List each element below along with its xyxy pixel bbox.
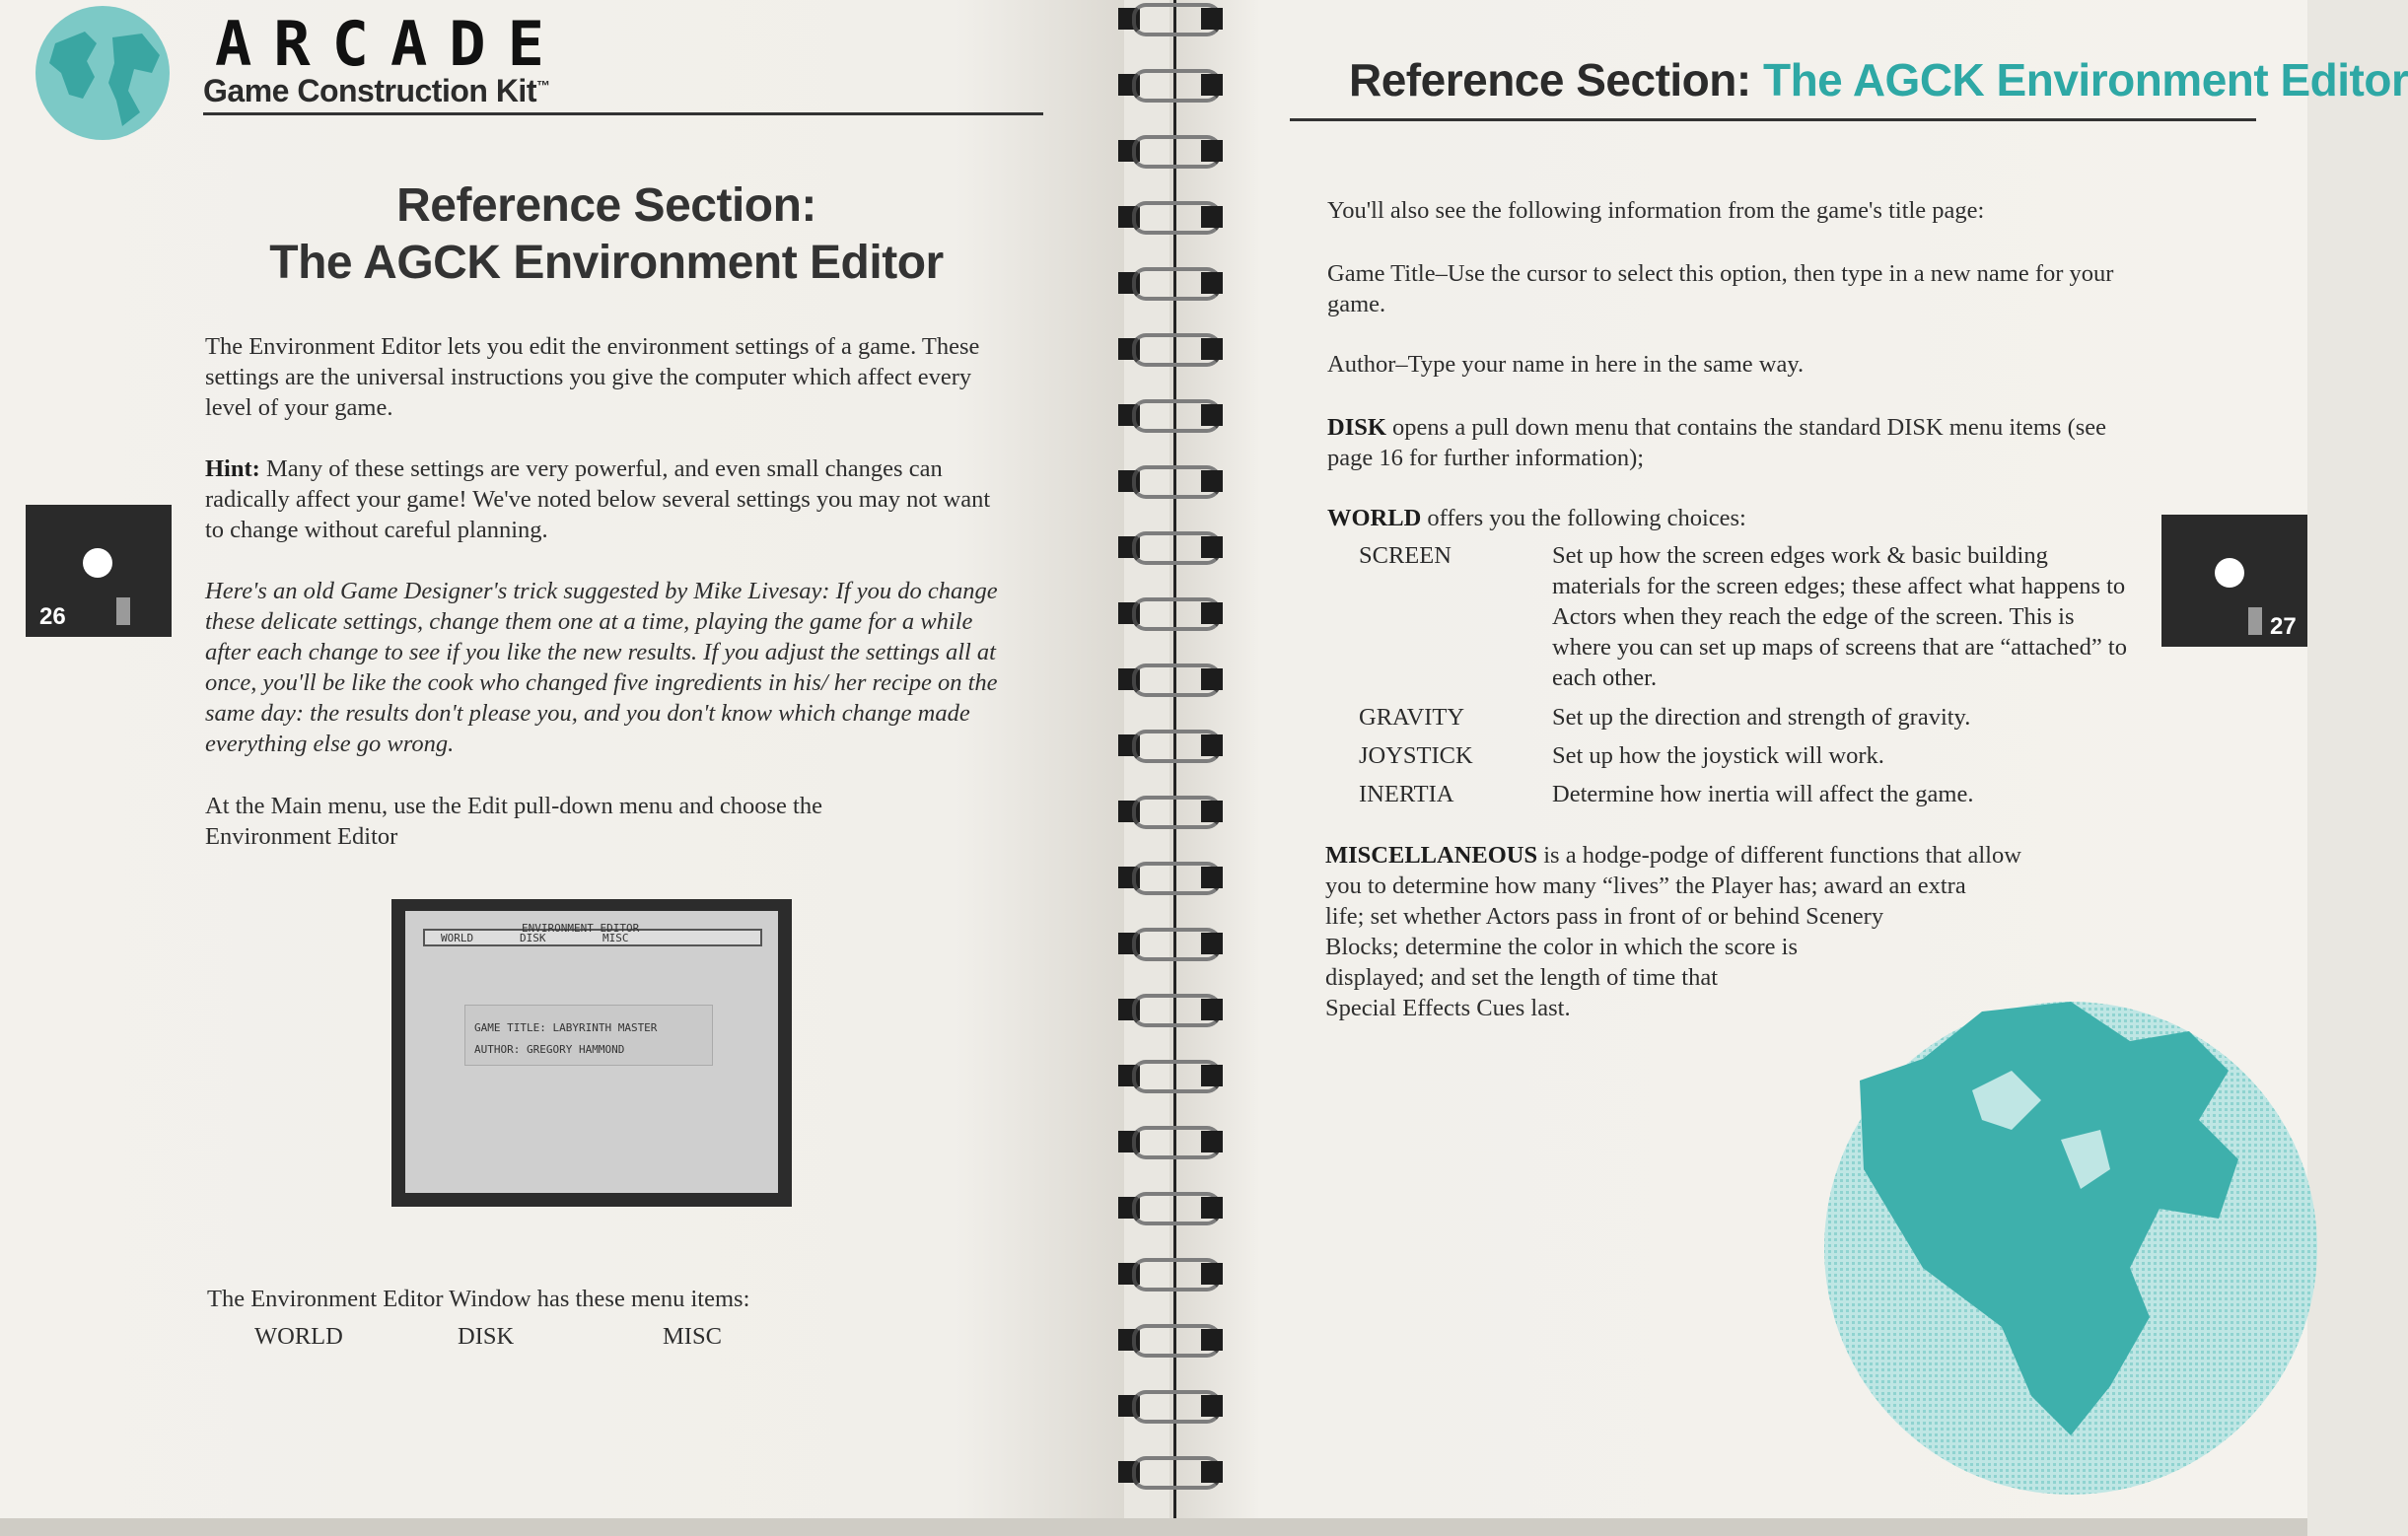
binding-hole <box>1201 8 1223 30</box>
window-menu-intro: The Environment Editor Window has these menu items: <box>207 1286 750 1312</box>
intro-paragraph: The Environment Editor lets you edit the environment settings of a game. These settings are the universal instructions you give the computer which affect every level of your game. <box>205 333 980 421</box>
world-choice-desc: Determine how inertia will affect the game. <box>1552 781 1974 807</box>
screenshot-menu-misc: MISC <box>602 932 629 944</box>
binding-hole <box>1201 272 1223 294</box>
binding-ring <box>1116 200 1235 234</box>
binding-ring <box>1116 927 1235 960</box>
page-title-right: Reference Section: The AGCK Environment Editor <box>1349 54 2408 105</box>
binding-hole <box>1201 801 1223 822</box>
page-number-right: 27 <box>2270 613 2297 640</box>
binding-ring <box>1116 1059 1235 1092</box>
binding-hole <box>1201 1461 1223 1483</box>
screenshot-title-pane <box>464 1005 713 1066</box>
binding-hole <box>1201 602 1223 624</box>
binding-ring <box>1116 266 1235 300</box>
binding-ring <box>1116 795 1235 828</box>
disk-tab-icon <box>83 548 112 578</box>
title-info-paragraph: You'll also see the following information from the game's title page: <box>1327 197 1985 224</box>
disk-tab-icon <box>2215 558 2244 588</box>
binding-hole <box>1201 74 1223 96</box>
binding-ring <box>1116 596 1235 630</box>
world-choice-desc: Set up how the joystick will work. <box>1552 742 1884 769</box>
binding-hole <box>1201 536 1223 558</box>
binding-hole <box>1201 1197 1223 1219</box>
binding-ring <box>1116 729 1235 762</box>
binding-ring <box>1116 530 1235 564</box>
disk-tab-stem <box>116 597 130 625</box>
page-number-left: 26 <box>39 603 66 630</box>
binding-hole <box>1201 999 1223 1020</box>
binding-ring <box>1116 332 1235 366</box>
binding-ring <box>1116 1455 1235 1489</box>
binding-hole <box>1201 206 1223 228</box>
game-title-paragraph: Game Title–Use the cursor to select this option, then type in a new name for your game. <box>1327 260 2114 317</box>
screenshot-author: AUTHOR: GREGORY HAMMOND <box>474 1043 625 1056</box>
menu-item-misc: MISC <box>663 1323 722 1350</box>
author-paragraph: Author–Type your name in here in the same way. <box>1327 351 1805 378</box>
screenshot-header: ENVIRONMENT EDITOR <box>522 922 640 935</box>
binding-hole <box>1201 338 1223 360</box>
binding-hole <box>1201 668 1223 690</box>
world-choice-desc: Set up the direction and strength of gravity. <box>1552 704 1971 731</box>
world-choice-term: GRAVITY <box>1359 704 1465 731</box>
screenshot-game-title: GAME TITLE: LABYRINTH MASTER <box>474 1021 658 1034</box>
disk-paragraph: DISK opens a pull down menu that contains the standard DISK menu items (see page 16 for further information); <box>1327 414 2107 471</box>
binding-ring <box>1116 861 1235 894</box>
binding-hole <box>1201 933 1223 954</box>
disk-tab-stem <box>2248 607 2262 635</box>
binding-hole <box>1201 1065 1223 1086</box>
screenshot-screen <box>405 911 778 1193</box>
binding-ring <box>1116 134 1235 168</box>
environment-editor-screenshot <box>391 899 792 1207</box>
binding-ring <box>1116 1125 1235 1158</box>
binding-ring <box>1116 1323 1235 1357</box>
world-choice-term: SCREEN <box>1359 542 1452 569</box>
binding-hole <box>1201 404 1223 426</box>
menu-item-disk: DISK <box>458 1323 515 1350</box>
designer-tip-paragraph: Here's an old Game Designer's trick suggested by Mike Livesay: If you do change these delicate settings, change them one at a time, playing the game for a while after each change to see if you like the new results. If you adjust the settings all at once, you'll be like the cook who changed five ingredients in his/ her recipe on the same day: the results don't please you, and you don't know which change made everything else go wrong. <box>205 578 998 757</box>
binding-hole <box>1201 734 1223 756</box>
binding-ring <box>1116 1191 1235 1224</box>
binding-hole <box>1201 1395 1223 1417</box>
page-tab-left <box>26 505 172 637</box>
world-choice-term: JOYSTICK <box>1359 742 1473 769</box>
binding-ring <box>1116 993 1235 1026</box>
binding-ring <box>1116 464 1235 498</box>
logo-wordmark: ARCADE <box>215 8 566 80</box>
globe-logo-icon <box>26 4 179 142</box>
page-title-left: Reference Section: The AGCK Environment Editor <box>269 179 944 289</box>
main-menu-paragraph: At the Main menu, use the Edit pull-down menu and choose the Environment Editor <box>205 793 822 850</box>
world-paragraph: WORLD offers you the following choices: <box>1327 505 1746 531</box>
binding-hole <box>1201 1263 1223 1285</box>
page-tab-right <box>2161 515 2307 647</box>
binding-hole <box>1201 867 1223 888</box>
binding-ring <box>1116 1389 1235 1423</box>
binding-hole <box>1201 470 1223 492</box>
binding-ring <box>1116 663 1235 696</box>
screenshot-menu-world: WORLD <box>441 932 474 944</box>
world-choice-inertia <box>1359 779 2148 810</box>
world-choice-gravity <box>1359 702 2148 733</box>
pixel-globe-illustration <box>1775 972 2307 1485</box>
binding-ring <box>1116 1257 1235 1291</box>
logo-subtitle: Game Construction Kit™ <box>203 73 550 108</box>
page-bottom-edge <box>0 1518 2307 1536</box>
header-rule-left <box>203 112 1043 115</box>
screenshot-menu-disk: DISK <box>520 932 546 944</box>
world-choice-screen <box>1359 540 2148 698</box>
world-choice-desc: Set up how the screen edges work & basic building materials for the screen edges; these affect what happens to Actors when they reach the edge of the screen. This is where you can set up maps of screens that are “attached” to each other. <box>1552 542 2127 691</box>
menu-item-world: WORLD <box>254 1323 343 1350</box>
binding-hole <box>1201 140 1223 162</box>
header-rule-right <box>1290 118 2256 121</box>
binding-hole <box>1201 1329 1223 1351</box>
binding-hole <box>1201 1131 1223 1152</box>
binding-ring <box>1116 68 1235 102</box>
hint-paragraph: Hint: Many of these settings are very powerful, and even small changes can radically affect your game! We've noted below several settings you may not want to change without careful planning. <box>205 455 991 543</box>
binding-ring <box>1116 2 1235 35</box>
world-choice-joystick <box>1359 740 2148 772</box>
world-choice-term: INERTIA <box>1359 781 1454 807</box>
binding-ring <box>1116 398 1235 432</box>
misc-paragraph: MISCELLANEOUS is a hodge-podge of different functions that allow you to determine how many “lives” the Player has; award an extra life; set whether Actors pass in front of or behind Scenery Blocks; determine the color in which the score is displayed; and set the length of time that Special Effects Cues last. <box>1325 842 2021 1021</box>
